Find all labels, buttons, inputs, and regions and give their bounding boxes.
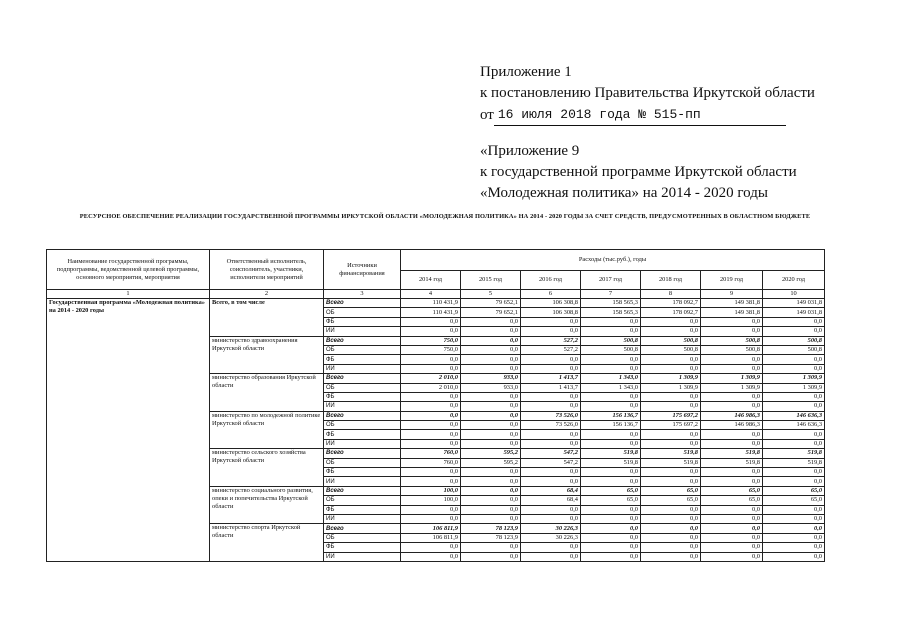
value-cell: 0,0	[701, 430, 763, 439]
value-cell: 0,0	[401, 421, 461, 430]
value-cell: 0,0	[401, 477, 461, 486]
value-cell: 760,0	[401, 449, 461, 458]
column-number: 9	[701, 290, 763, 299]
executor-cell: министерство здравоохранения Иркутской области	[210, 336, 324, 374]
executor-cell: министерство социального развития, опеки и попечительства Иркутской области	[210, 486, 324, 524]
value-cell: 0,0	[763, 327, 825, 336]
value-cell: 178 092,7	[641, 299, 701, 308]
value-cell: 519,8	[581, 449, 641, 458]
value-cell: 1 413,7	[521, 383, 581, 392]
column-number: 3	[324, 290, 401, 299]
value-cell: 65,0	[701, 496, 763, 505]
source-cell: ОБ	[324, 533, 401, 542]
value-cell: 0,0	[581, 439, 641, 448]
value-cell: 750,0	[401, 336, 461, 345]
value-cell: 0,0	[461, 430, 521, 439]
header-year: 2019 год	[701, 271, 763, 290]
value-cell: 146 636,3	[763, 411, 825, 420]
value-cell: 0,0	[461, 477, 521, 486]
value-cell: 0,0	[461, 543, 521, 552]
value-cell: 547,2	[521, 449, 581, 458]
executor-cell: министерство образования Иркутской области	[210, 374, 324, 412]
value-cell: 149 031,8	[763, 308, 825, 317]
value-cell: 0,0	[701, 552, 763, 561]
value-cell: 0,0	[461, 421, 521, 430]
value-cell: 0,0	[521, 392, 581, 401]
value-cell: 760,0	[401, 458, 461, 467]
value-cell: 0,0	[581, 402, 641, 411]
value-cell: 0,0	[401, 364, 461, 373]
value-cell: 0,0	[763, 477, 825, 486]
value-cell: 106 811,9	[401, 524, 461, 533]
value-cell: 79 652,1	[461, 299, 521, 308]
column-number: 1	[47, 290, 210, 299]
value-cell: 500,8	[581, 336, 641, 345]
value-cell: 0,0	[581, 468, 641, 477]
date-line	[480, 104, 820, 126]
value-cell: 106 308,8	[521, 308, 581, 317]
value-cell: 1 343,0	[581, 383, 641, 392]
source-cell: ОБ	[324, 308, 401, 317]
source-cell: Всего	[324, 524, 401, 533]
header-year: 2018 год	[641, 271, 701, 290]
value-cell: 0,0	[641, 317, 701, 326]
source-cell: ФБ	[324, 317, 401, 326]
value-cell: 0,0	[521, 355, 581, 364]
value-cell: 0,0	[701, 327, 763, 336]
value-cell: 73 526,0	[521, 411, 581, 420]
document-title: РЕСУРСНОЕ ОБЕСПЕЧЕНИЕ РЕАЛИЗАЦИИ ГОСУДАРСТВЕННОЙ ПРОГРАММЫ ИРКУТСКОЙ ОБЛАСТИ «МОЛОДЕЖНАЯ ПОЛИТИКА» НА 2014 - 2020 ГОДЫ ЗА СЧЕТ СРЕДСТВ, ПРЕДУСМОТРЕННЫХ В ОБЛАСТНОМ БЮДЖЕТЕ	[79, 213, 811, 220]
value-cell: 0,0	[641, 355, 701, 364]
value-cell: 0,0	[763, 355, 825, 364]
value-cell: 0,0	[461, 514, 521, 523]
value-cell: 0,0	[641, 402, 701, 411]
value-cell: 0,0	[521, 439, 581, 448]
value-cell: 0,0	[521, 402, 581, 411]
value-cell: 0,0	[461, 364, 521, 373]
value-cell: 100,0	[401, 496, 461, 505]
value-cell: 0,0	[461, 411, 521, 420]
value-cell: 0,0	[461, 505, 521, 514]
value-cell: 0,0	[701, 439, 763, 448]
value-cell: 0,0	[763, 543, 825, 552]
value-cell: 68,4	[521, 496, 581, 505]
value-cell: 0,0	[763, 524, 825, 533]
value-cell: 500,8	[641, 336, 701, 345]
value-cell: 1 343,0	[581, 374, 641, 383]
source-cell: ОБ	[324, 421, 401, 430]
source-cell: Всего	[324, 299, 401, 308]
value-cell: 0,0	[521, 543, 581, 552]
value-cell: 146 986,3	[701, 421, 763, 430]
value-cell: 500,8	[701, 345, 763, 354]
value-cell: 519,8	[701, 449, 763, 458]
column-number: 5	[461, 290, 521, 299]
value-cell: 0,0	[701, 524, 763, 533]
value-cell: 0,0	[401, 552, 461, 561]
appendix-line: Приложение 1	[480, 64, 572, 80]
value-cell: 175 697,2	[641, 411, 701, 420]
value-cell: 0,0	[641, 477, 701, 486]
program-appendix-line3: «Молодежная политика» на 2014 - 2020 годы	[480, 185, 768, 201]
value-cell: 178 092,7	[641, 308, 701, 317]
value-cell: 1 309,9	[641, 383, 701, 392]
source-cell: ИИ	[324, 477, 401, 486]
value-cell: 65,0	[641, 496, 701, 505]
value-cell: 527,2	[521, 336, 581, 345]
value-cell: 0,0	[581, 317, 641, 326]
value-cell: 0,0	[461, 439, 521, 448]
value-cell: 78 123,9	[461, 533, 521, 542]
executor-cell: министерство по молодежной политике Иркутской области	[210, 411, 324, 449]
value-cell: 0,0	[581, 392, 641, 401]
value-cell: 0,0	[763, 514, 825, 523]
value-cell: 0,0	[521, 430, 581, 439]
value-cell: 73 526,0	[521, 421, 581, 430]
value-cell: 0,0	[641, 439, 701, 448]
value-cell: 0,0	[763, 430, 825, 439]
value-cell: 0,0	[521, 477, 581, 486]
source-cell: ОБ	[324, 458, 401, 467]
value-cell: 500,8	[763, 336, 825, 345]
header-year: 2016 год	[521, 271, 581, 290]
value-cell: 0,0	[401, 514, 461, 523]
column-number: 4	[401, 290, 461, 299]
executor-cell: министерство сельского хозяйства Иркутской области	[210, 449, 324, 487]
source-cell: ИИ	[324, 364, 401, 373]
value-cell: 0,0	[701, 468, 763, 477]
header-year: 2014 год	[401, 271, 461, 290]
value-cell: 0,0	[401, 402, 461, 411]
value-cell: 0,0	[641, 514, 701, 523]
value-cell: 0,0	[581, 477, 641, 486]
value-cell: 0,0	[641, 430, 701, 439]
value-cell: 0,0	[461, 496, 521, 505]
value-cell: 65,0	[763, 486, 825, 495]
value-cell: 0,0	[763, 317, 825, 326]
value-cell: 0,0	[581, 355, 641, 364]
value-cell: 0,0	[401, 411, 461, 420]
resource-table	[46, 249, 825, 562]
value-cell: 0,0	[581, 364, 641, 373]
value-cell: 0,0	[581, 543, 641, 552]
value-cell: 79 652,1	[461, 308, 521, 317]
value-cell: 527,2	[521, 345, 581, 354]
value-cell: 0,0	[581, 524, 641, 533]
value-cell: 106 811,9	[401, 533, 461, 542]
value-cell: 0,0	[581, 505, 641, 514]
value-cell: 0,0	[763, 552, 825, 561]
source-cell: Всего	[324, 486, 401, 495]
value-cell: 110 431,9	[401, 299, 461, 308]
value-cell: 0,0	[701, 477, 763, 486]
value-cell: 0,0	[461, 327, 521, 336]
value-cell: 519,8	[641, 449, 701, 458]
value-cell: 0,0	[701, 317, 763, 326]
value-cell: 158 565,3	[581, 308, 641, 317]
value-cell: 750,0	[401, 345, 461, 354]
value-cell: 0,0	[521, 514, 581, 523]
source-cell: Всего	[324, 336, 401, 345]
source-cell: ОБ	[324, 496, 401, 505]
value-cell: 0,0	[641, 552, 701, 561]
value-cell: 0,0	[641, 524, 701, 533]
value-cell: 0,0	[641, 543, 701, 552]
value-cell: 0,0	[701, 514, 763, 523]
value-cell: 500,8	[701, 336, 763, 345]
value-cell: 0,0	[701, 543, 763, 552]
value-cell: 0,0	[641, 533, 701, 542]
value-cell: 500,8	[581, 345, 641, 354]
value-cell: 1 413,7	[521, 374, 581, 383]
value-cell: 519,8	[581, 458, 641, 467]
column-number: 7	[581, 290, 641, 299]
value-cell: 519,8	[763, 449, 825, 458]
value-cell: 595,2	[461, 458, 521, 467]
program-name-cell: Государственная программа «Молодежная политика» на 2014 - 2020 годы	[47, 299, 210, 562]
value-cell: 0,0	[701, 533, 763, 542]
value-cell: 0,0	[401, 505, 461, 514]
date-number: 16 июля 2018 года № 515-пп	[494, 104, 786, 126]
value-cell: 110 431,9	[401, 308, 461, 317]
value-cell: 0,0	[763, 439, 825, 448]
value-cell: 0,0	[521, 505, 581, 514]
executor-cell: министерство спорта Иркутской области	[210, 524, 324, 562]
header-year: 2020 год	[763, 271, 825, 290]
source-cell: Всего	[324, 411, 401, 420]
program-appendix-line1: «Приложение 9	[480, 143, 580, 159]
value-cell: 158 565,3	[581, 299, 641, 308]
value-cell: 0,0	[461, 392, 521, 401]
value-cell: 0,0	[763, 505, 825, 514]
value-cell: 0,0	[461, 468, 521, 477]
value-cell: 0,0	[641, 364, 701, 373]
source-cell: Всего	[324, 374, 401, 383]
column-number: 2	[210, 290, 324, 299]
value-cell: 0,0	[641, 392, 701, 401]
value-cell: 547,2	[521, 458, 581, 467]
value-cell: 30 226,3	[521, 524, 581, 533]
value-cell: 0,0	[763, 533, 825, 542]
source-cell: ФБ	[324, 505, 401, 514]
value-cell: 500,8	[641, 345, 701, 354]
header-source: Источники финансирования	[324, 250, 401, 290]
value-cell: 0,0	[581, 514, 641, 523]
value-cell: 30 226,3	[521, 533, 581, 542]
value-cell: 0,0	[521, 552, 581, 561]
source-cell: ФБ	[324, 430, 401, 439]
value-cell: 0,0	[763, 392, 825, 401]
value-cell: 0,0	[521, 364, 581, 373]
source-cell: ИИ	[324, 402, 401, 411]
value-cell: 65,0	[581, 486, 641, 495]
value-cell: 156 136,7	[581, 411, 641, 420]
resolution-line: к постановлению Правительства Иркутской области	[480, 85, 815, 101]
value-cell: 0,0	[581, 327, 641, 336]
value-cell: 519,8	[641, 458, 701, 467]
value-cell: 100,0	[401, 486, 461, 495]
value-cell: 519,8	[763, 458, 825, 467]
value-cell: 78 123,9	[461, 524, 521, 533]
value-cell: 0,0	[701, 402, 763, 411]
value-cell: 1 309,9	[763, 374, 825, 383]
source-cell: ИИ	[324, 439, 401, 448]
header-year: 2017 год	[581, 271, 641, 290]
value-cell: 2 010,0	[401, 383, 461, 392]
value-cell: 0,0	[641, 327, 701, 336]
value-cell: 0,0	[461, 345, 521, 354]
source-cell: ФБ	[324, 543, 401, 552]
executor-cell: Всего, в том числе	[210, 299, 324, 337]
value-cell: 175 697,2	[641, 421, 701, 430]
value-cell: 0,0	[401, 439, 461, 448]
value-cell: 500,8	[763, 345, 825, 354]
value-cell: 0,0	[521, 327, 581, 336]
value-cell: 0,0	[581, 430, 641, 439]
value-cell: 0,0	[763, 364, 825, 373]
table-row	[47, 299, 825, 308]
source-cell: ИИ	[324, 327, 401, 336]
value-cell: 0,0	[461, 317, 521, 326]
value-cell: 1 309,9	[641, 374, 701, 383]
value-cell: 595,2	[461, 449, 521, 458]
value-cell: 0,0	[581, 533, 641, 542]
value-cell: 933,0	[461, 374, 521, 383]
value-cell: 65,0	[701, 486, 763, 495]
value-cell: 0,0	[401, 355, 461, 364]
value-cell: 0,0	[701, 392, 763, 401]
source-cell: ФБ	[324, 468, 401, 477]
from-prefix: от	[480, 107, 494, 123]
value-cell: 0,0	[401, 392, 461, 401]
value-cell: 0,0	[641, 468, 701, 477]
value-cell: 0,0	[401, 430, 461, 439]
source-cell: ИИ	[324, 552, 401, 561]
value-cell: 0,0	[701, 364, 763, 373]
source-cell: ОБ	[324, 383, 401, 392]
source-cell: ОБ	[324, 345, 401, 354]
header-name: Наименование государственной программы, подпрограммы, ведомственной целевой программы, основного мероприятия, мероприятия	[47, 250, 210, 290]
value-cell: 1 309,9	[701, 383, 763, 392]
value-cell: 0,0	[461, 552, 521, 561]
value-cell: 146 636,3	[763, 421, 825, 430]
source-cell: Всего	[324, 449, 401, 458]
value-cell: 1 309,9	[763, 383, 825, 392]
value-cell: 0,0	[521, 317, 581, 326]
value-cell: 149 381,8	[701, 299, 763, 308]
value-cell: 0,0	[581, 552, 641, 561]
value-cell: 68,4	[521, 486, 581, 495]
value-cell: 0,0	[401, 317, 461, 326]
value-cell: 0,0	[461, 355, 521, 364]
value-cell: 0,0	[401, 468, 461, 477]
value-cell: 0,0	[461, 402, 521, 411]
value-cell: 933,0	[461, 383, 521, 392]
value-cell: 0,0	[641, 505, 701, 514]
column-number: 8	[641, 290, 701, 299]
value-cell: 0,0	[521, 468, 581, 477]
value-cell: 65,0	[763, 496, 825, 505]
header-expenses: Расходы (тыс.руб.), годы	[401, 250, 825, 271]
value-cell: 0,0	[461, 336, 521, 345]
value-cell: 0,0	[401, 543, 461, 552]
value-cell: 519,8	[701, 458, 763, 467]
value-cell: 1 309,9	[701, 374, 763, 383]
program-appendix-line2: к государственной программе Иркутской области	[480, 164, 797, 180]
source-cell: ИИ	[324, 514, 401, 523]
value-cell: 65,0	[641, 486, 701, 495]
value-cell: 0,0	[763, 468, 825, 477]
value-cell: 0,0	[701, 505, 763, 514]
value-cell: 149 381,8	[701, 308, 763, 317]
column-number: 10	[763, 290, 825, 299]
program-appendix-header	[480, 141, 840, 204]
value-cell: 0,0	[401, 327, 461, 336]
value-cell: 106 308,8	[521, 299, 581, 308]
value-cell: 156 136,7	[581, 421, 641, 430]
value-cell: 149 031,8	[763, 299, 825, 308]
source-cell: ФБ	[324, 355, 401, 364]
value-cell: 0,0	[701, 355, 763, 364]
value-cell: 2 010,0	[401, 374, 461, 383]
value-cell: 0,0	[461, 486, 521, 495]
header-year: 2015 год	[461, 271, 521, 290]
column-number: 6	[521, 290, 581, 299]
resolution-header	[480, 62, 820, 126]
value-cell: 0,0	[763, 402, 825, 411]
value-cell: 65,0	[581, 496, 641, 505]
source-cell: ФБ	[324, 392, 401, 401]
header-executor: Ответственный исполнитель, соисполнитель, участники, исполнители мероприятий	[210, 250, 324, 290]
value-cell: 146 986,3	[701, 411, 763, 420]
